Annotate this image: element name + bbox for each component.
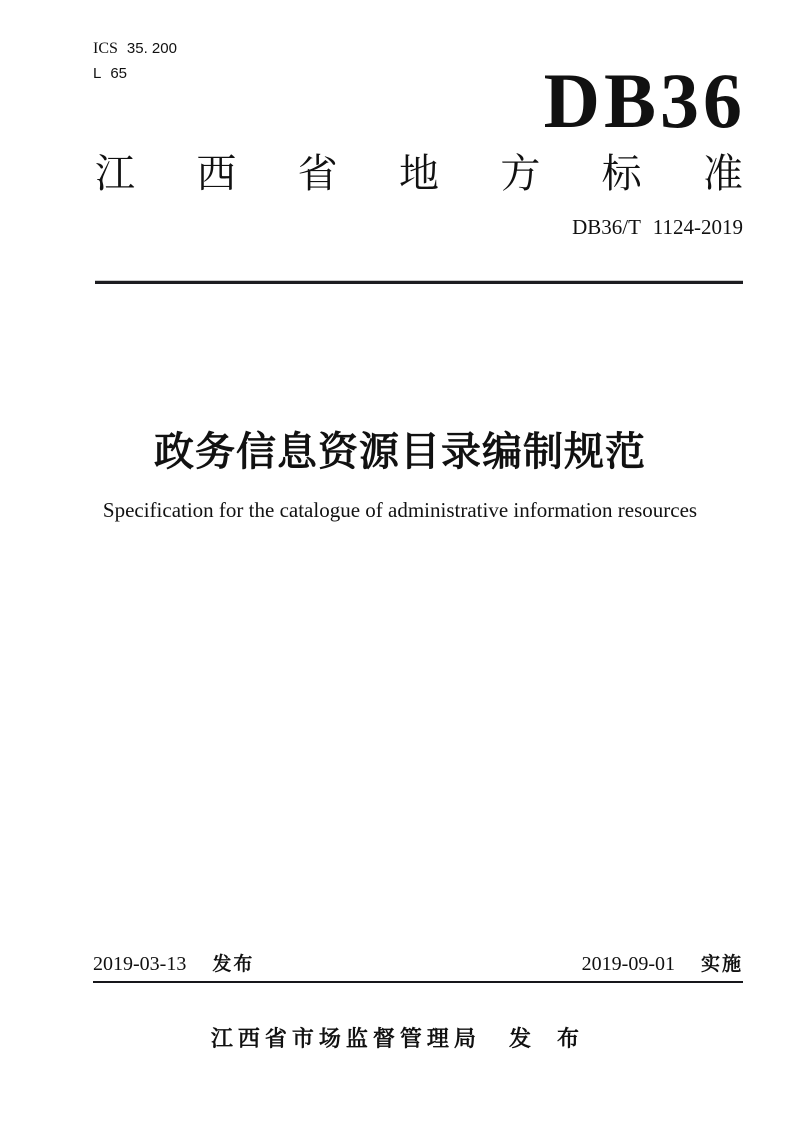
implementation-label: 实施: [700, 954, 743, 975]
document-number: DB36/T 1124-2019: [572, 215, 743, 239]
standard-type-char: 方: [500, 152, 541, 196]
standard-type-char: 准: [702, 152, 743, 196]
issue-label: 发布: [212, 954, 255, 975]
issue-date: 2019-03-13: [93, 953, 187, 975]
publisher-line: [0, 1026, 800, 1052]
header-divider-rule: [95, 280, 743, 284]
standard-type-char: 标: [601, 152, 642, 196]
implementation-date-group: [582, 950, 743, 979]
ics-label: ICS: [93, 40, 118, 57]
standard-type-char: 江: [95, 152, 135, 196]
publish-action-label: 发 布: [508, 1026, 590, 1051]
publisher-name: 江西省市场监督管理局: [210, 1026, 481, 1051]
ics-code-line: [93, 36, 177, 61]
class-label: L: [93, 65, 102, 82]
standard-type-char: 地: [398, 152, 439, 196]
issue-date-group: [93, 950, 254, 979]
standard-type-char: 西: [196, 152, 237, 196]
document-title-en: Specification for the catalogue of administrative information resources: [102, 498, 698, 522]
document-title-cn: 政务信息资源目录编制规范: [154, 430, 646, 474]
ics-value: 35. 200: [126, 40, 177, 57]
date-bar: [93, 950, 743, 983]
meta-codes: [93, 36, 177, 86]
db36-logo: DB36: [543, 57, 746, 144]
standard-type-char: 省: [297, 152, 338, 196]
classification-code-line: [93, 61, 177, 86]
class-value: 65: [110, 65, 128, 82]
standard-type-heading: [95, 153, 743, 195]
implementation-date: 2019-09-01: [581, 953, 675, 975]
